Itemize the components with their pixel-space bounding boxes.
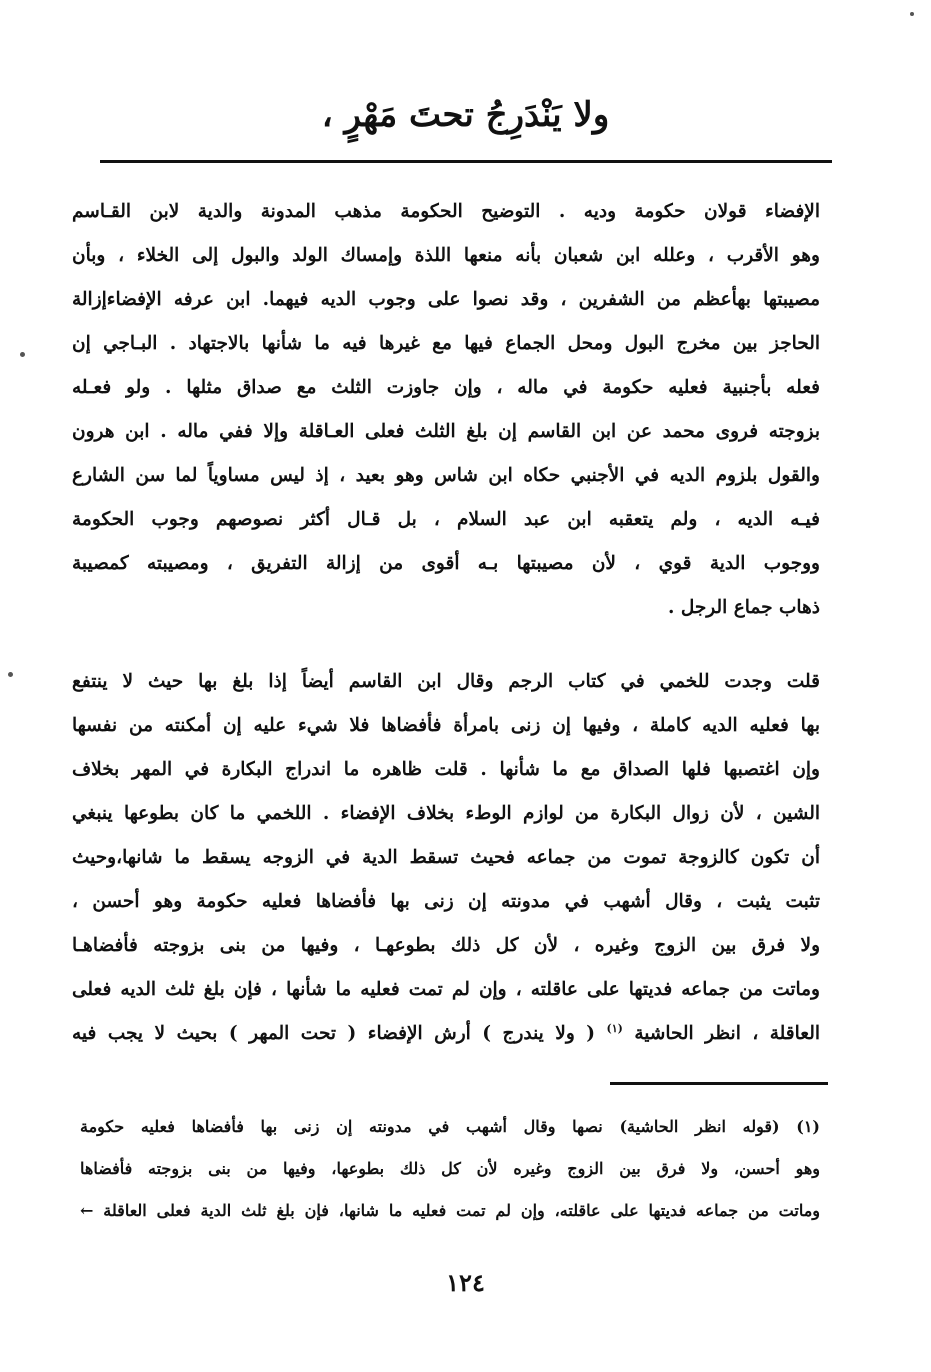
text-line: وهو الأقرب ، وعلله ابن شعبان بأنه منعها اللذة وإمساك الولد والبول إلى الخلاء ، وبأن [72,245,820,266]
text-line: ذهاب جماع الرجل . [667,597,820,618]
text-line: ولا فرق بين الزوج وغيره ، لأن كل ذلك بطوعهـا ، وفيها من بنى بزوجته فأفضاهـا [72,935,820,956]
text-line: تثبت يثبت ، وقال أشهب في مدونته إن زنى بها فأفضاها فعليه حكومة وهو أحسن ، [72,891,820,912]
footnote-line: وهو أحسن، ولا فرق بين الزوج وغيره لأن كل ذلك بطوعها، وفيها من بنى بزوجته فأفضاها [80,1159,820,1178]
text-line: الحاجز بين مخرج البول ومحل الجماع فيها مع غيرها فيه ما شأنها بالاجتهاد . البـاجي إن [72,333,820,354]
text-line: قلت وجدت للخمي في كتاب الرجم وقال ابن القاسم أيضاً إذا بلغ بها حيث لا ينتفع [72,671,820,692]
text-line: بزوجته فروى محمد عن ابن القاسم إن بلغ الثلث فعلى العـاقلة وإلا ففي ماله . ابن هرون [72,421,820,442]
scan-speck [910,12,914,16]
text-line: فيـه الديه ، ولم يتعقبه ابن عبد السلام ، بل قـال أكثر نصوصهم وجوب الحكومة [72,509,820,530]
page-header: ولا يَنْدَرِجُ تحتَ مَهْرٍ ، [321,95,610,135]
footnote-line: وماتت من جماعه فديتها على عاقلته، وإن لم تمت فعليه ما شانها، فإن بلغ ثلث الدية فعلى العاقلة ← [80,1201,820,1220]
text-line: بها فعليه الديه كاملة ، وفيها إن زنى بامرأة فأفضاها فلا شيء عليه إن أمكنته من نفسها [72,715,820,736]
text-line: وإن اغتصبها فلها الصداق مع ما شأنها . قلت ظاهره ما اندراج البكارة في المهر بخلاف [72,759,820,780]
text-line: والقول بلزوم الديه في الأجنبي حكاه ابن شاس وهو بعيد ، إذ ليس مساوياً لما سن الشارع [72,465,820,486]
footnote-marker[interactable]: (١) [606,1021,623,1035]
text-line: الشين ، لأن زوال البكارة من لوازم الوطء بخلاف الإفضاء . اللخمي ما كان بطوعها ينبغي [72,803,820,824]
scan-speck [20,352,25,357]
paragraph-1 [72,190,820,630]
text-line: مصيبتها بهأعظم من الشفرين ، وقد نصوا على وجوب الديه فيهما. ابن عرفه الإفضاءإزالة [72,289,820,310]
paragraph-2 [72,660,820,1056]
text-line: ووجوب الدية قوي ، لأن مصيبتها بـه أقوى من إزالة التفريق ، ومصيبته كمصيبة [72,553,820,574]
footnote-line: (١) (قوله انظر الحاشية) نصها وقال أشهب في مدونته إن زنى بها فأفضاها فعليه حكومة [80,1117,820,1136]
footnote-rule [610,1082,828,1085]
text-fragment: ( ولا يندرج ) أرش الإفضاء ( تحت المهر ) بحيث لا يجب فيه [72,1023,596,1044]
page-number: ١٢٤ [446,1268,485,1297]
text-fragment: العاقلة ، انظر الحاشية [634,1023,820,1044]
text-line: وماتت من جماعه فديتها على عاقلته ، وإن لم تمت فعليه ما شأنها ، فإن بلغ ثلث الديه فعلى [72,979,820,1000]
header-rule [100,160,832,163]
scan-speck [8,672,13,677]
text-line-with-footnote-ref [72,1012,820,1056]
text-line: فعله بأجنبية فعليه حكومة في ماله ، وإن جاوزت الثلث مع صداق مثلها . ولو فعـله [72,377,820,398]
text-line: أن تكون كالزوجة تموت من جماعه فحيث تسقط الدية في الزوجه يسقط ما شانها،وحيث [72,847,820,868]
text-line: الإفضاء قولان حكومة وديه . التوضيح الحكومة مذهب المدونة والدية لابن القـاسم [72,201,820,222]
footnote [80,1106,820,1232]
